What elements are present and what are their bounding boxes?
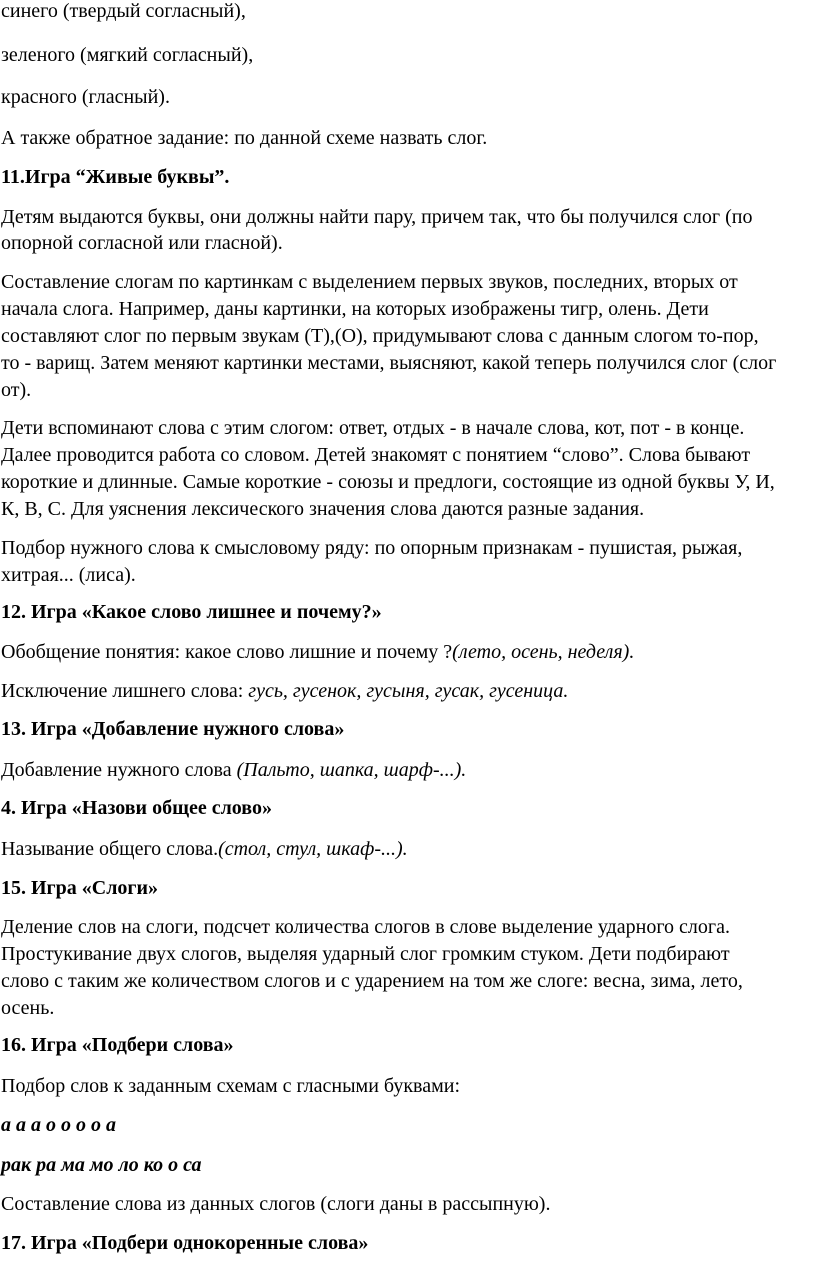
paragraph-line: начала слога. Например, даны картинки, на которых изображены тигр, олень. Дети [1,298,709,320]
syllable-scheme: рак ра ма мо ло ко о са [1,1154,202,1176]
addition-text: Добавление нужного слова [1,759,237,781]
generalization-text: Обобщение понятия: какое слово лишние и почему ? [1,641,453,663]
paragraph-line: то - варищ. Затем меняют картинки местами, выясняют, какой теперь получился слог (слог [1,352,777,374]
vowel-scheme: а а а о о о о а [1,1114,116,1136]
paragraph-line: короткие и длинные. Самые короткие - союзы и предлоги, состоящие из одной буквы У, И, [1,471,775,493]
game-15-heading: 15. Игра «Слоги» [1,877,159,899]
paragraph-line: Составление слогам по картинкам с выделением первых звуков, последних, вторых от [1,271,738,293]
paragraph-line: хитрая... (лиса). [1,564,136,586]
paragraph-line: от). [1,379,32,401]
color-red-text: красного (гласный). [1,86,170,108]
generalization-line [1,638,634,666]
paragraph-line: опорной согласной или гласной). [1,232,283,254]
generalization-examples: (лето, осень, неделя). [452,641,635,663]
paragraph-line: слово с таким же количеством слогов и с ударением на том же слоге: весна, зима, лето, [1,970,743,992]
paragraph-line: осень. [1,997,55,1019]
naming-line [1,835,408,863]
reverse-task-text: А также обратное задание: по данной схеме назвать слог. [1,127,488,149]
addition-examples: (Пальто, шапка, шарф-...). [236,759,467,781]
game-17-heading: 17. Игра «Подбери однокоренные слова» [1,1232,369,1254]
color-green-text: зеленого (мягкий согласный), [1,44,254,66]
paragraph-line: Детям выдаются буквы, они должны найти пару, причем так, что бы получился слог (по [1,206,753,228]
paragraph-line: Простукивание двух слогов, выделяя ударный слог громким стуком. Дети подбирают [1,943,730,965]
game-4-heading: 4. Игра «Назови общее слово» [1,797,272,819]
schemes-text: Подбор слов к заданным схемам с гласными буквами: [1,1075,461,1097]
paragraph-line: составляют слог по первым звукам (Т),(О), придумывают слова с данным слогом то-пор, [1,325,759,347]
game-11-heading: 11.Игра “Живые буквы”. [1,166,230,188]
paragraph-line: Далее проводится работа со словом. Детей знакомят с понятием “слово”. Слова бывают [1,444,751,466]
naming-examples: (стол, стул, шкаф-...). [218,838,408,860]
paragraph-line: Деление слов на слоги, подсчет количества слогов в слове выделение ударного слога. [1,916,730,938]
exclusion-text: Исключение лишнего слова: [1,680,249,702]
exclusion-line [1,677,568,705]
paragraph-line: К, В, С. Для уяснения лексического значения слова даются разные задания. [1,498,645,520]
game-16-heading: 16. Игра «Подбери слова» [1,1034,234,1056]
word-composition-text: Составление слова из данных слогов (слоги даны в рассыпную). [1,1193,551,1215]
paragraph-line: Подбор нужного слова к смысловому ряду: по опорным признакам - пушистая, рыжая, [1,537,743,559]
naming-text: Называние общего слова. [1,838,219,860]
exclusion-examples: гусь, гусенок, гусыня, гусак, гусеница. [248,680,569,702]
color-blue-text: синего (твердый согласный), [1,0,246,22]
addition-line [1,756,466,784]
game-12-heading: 12. Игра «Какое слово лишнее и почему?» [1,601,382,623]
paragraph-line: Дети вспоминают слова с этим слогом: ответ, отдых - в начале слова, кот, пот - в конце. [1,417,745,439]
game-13-heading: 13. Игра «Добавление нужного слова» [1,718,345,740]
